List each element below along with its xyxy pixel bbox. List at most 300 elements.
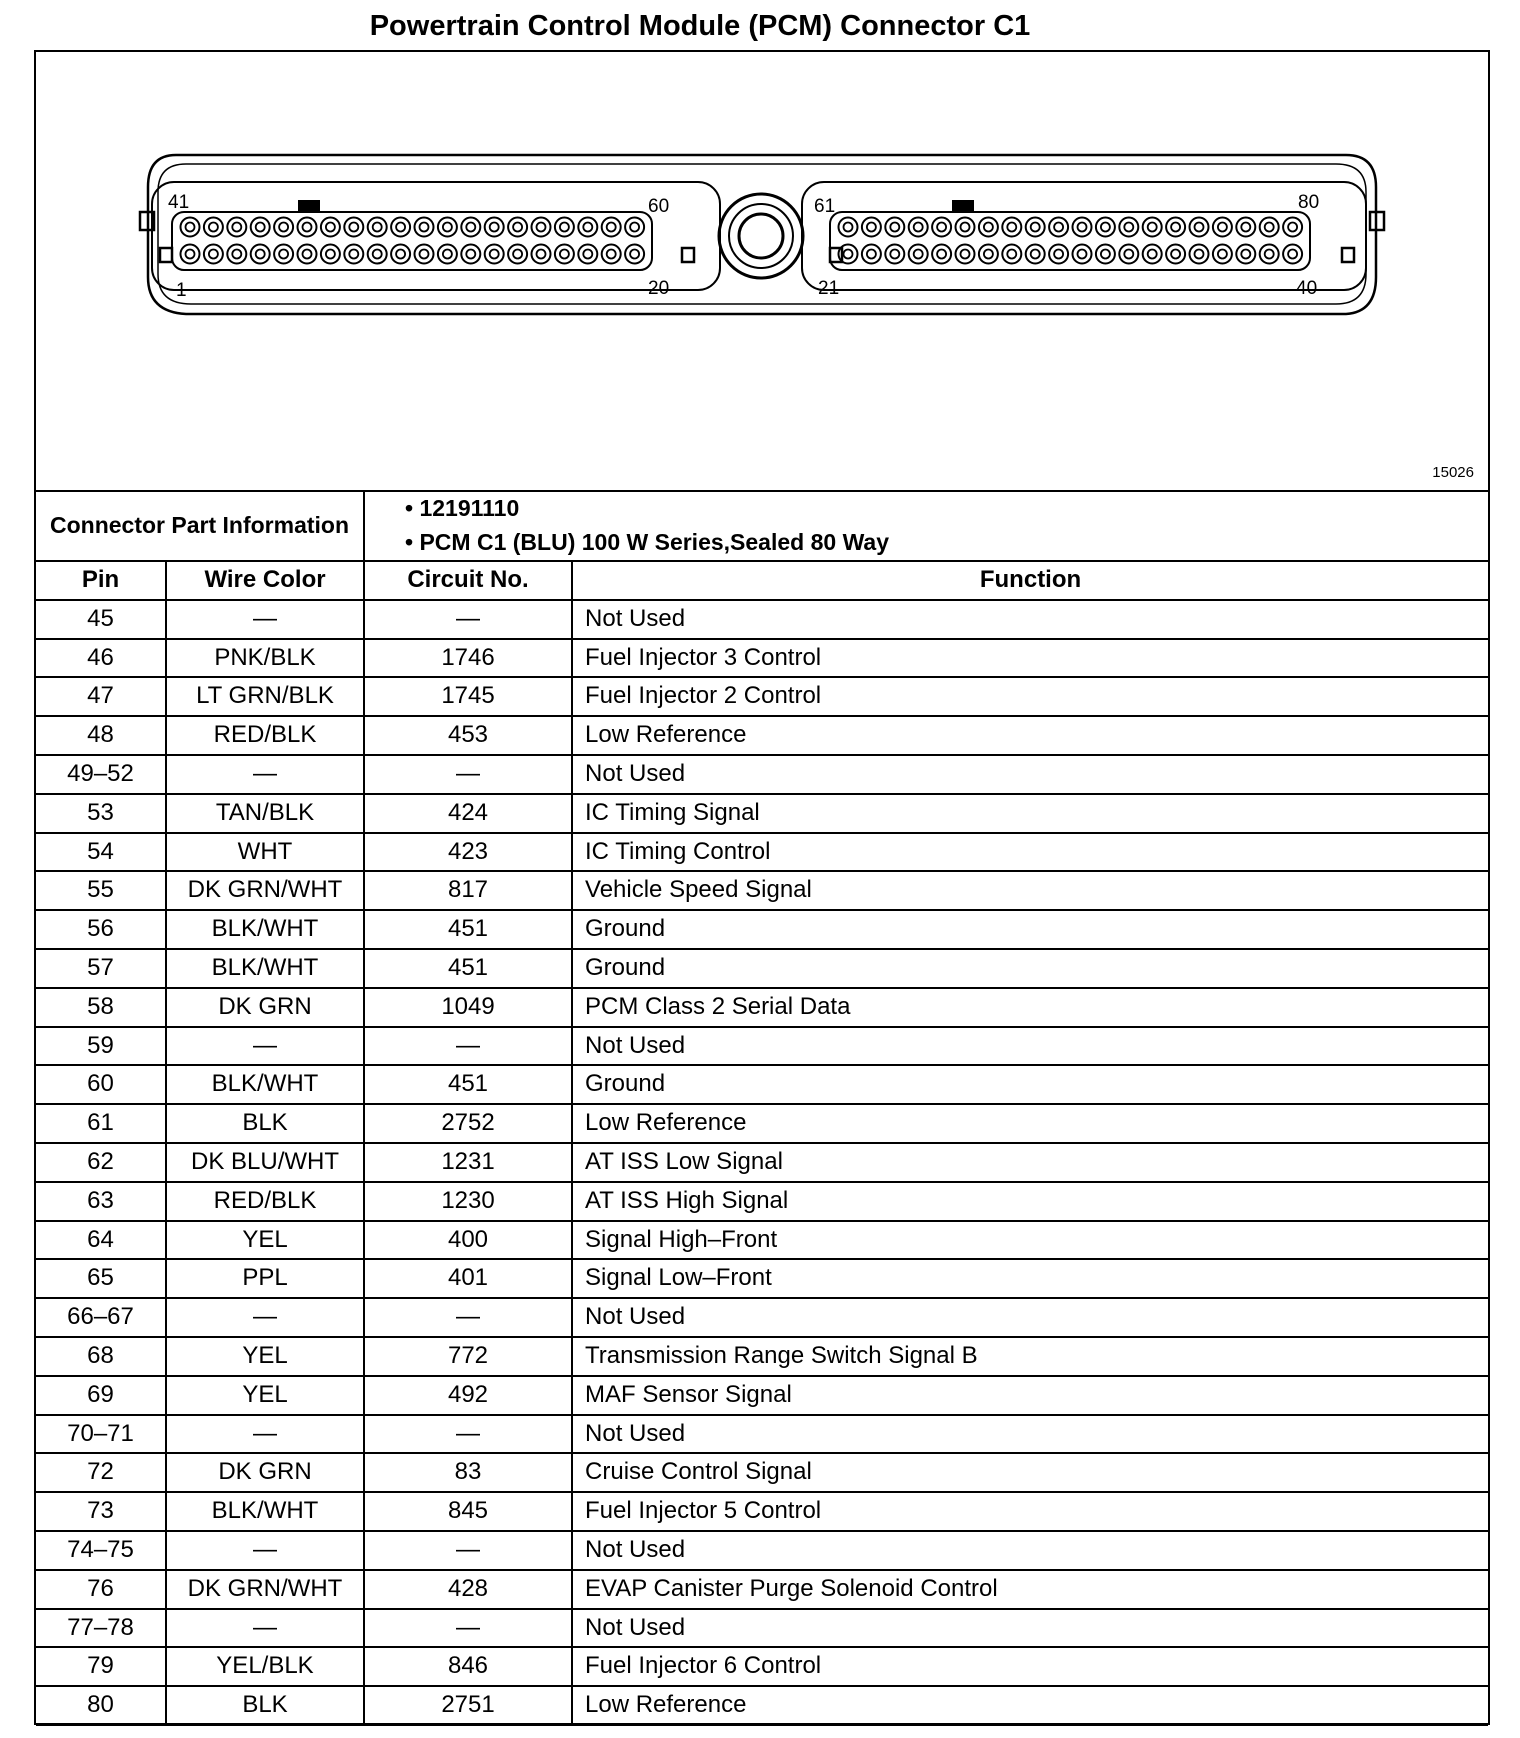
cell-wire-color: DK GRN — [166, 1453, 364, 1492]
table-row — [36, 871, 1488, 910]
pin-contact — [396, 223, 405, 232]
pin-socket — [1260, 218, 1279, 237]
cell-pin: 65 — [36, 1259, 166, 1298]
header-function: Function — [572, 561, 1488, 600]
pin-socket — [251, 245, 270, 264]
pin-contact — [232, 250, 241, 259]
cell-function: Fuel Injector 2 Control — [572, 677, 1488, 716]
pin-contact — [1124, 223, 1133, 232]
cell-wire-color: RED/BLK — [166, 1182, 364, 1221]
pin-contact — [1195, 250, 1204, 259]
pin-contact — [279, 250, 288, 259]
table-row — [36, 1182, 1488, 1221]
cell-circuit-no: 451 — [364, 910, 572, 949]
pin-contact — [1078, 223, 1087, 232]
pin-socket — [532, 245, 551, 264]
cell-circuit-no: 400 — [364, 1221, 572, 1260]
cell-function: EVAP Canister Purge Solenoid Control — [572, 1570, 1488, 1609]
pin-socket — [885, 245, 904, 264]
cell-circuit-no: 1230 — [364, 1182, 572, 1221]
pin-socket — [274, 245, 293, 264]
pin-contact — [256, 250, 265, 259]
table-row — [36, 1531, 1488, 1570]
header-wire-color: Wire Color — [166, 561, 364, 600]
cell-function: Not Used — [572, 1298, 1488, 1337]
table-row — [36, 1609, 1488, 1648]
pin-contact — [1101, 250, 1110, 259]
cell-pin: 77–78 — [36, 1609, 166, 1648]
cell-circuit-no: — — [364, 1027, 572, 1066]
pin-socket — [227, 245, 246, 264]
table-row — [36, 910, 1488, 949]
cell-function: Cruise Control Signal — [572, 1453, 1488, 1492]
cell-function: Signal Low–Front — [572, 1259, 1488, 1298]
pin-contact — [1078, 250, 1087, 259]
left-side-notch — [682, 248, 694, 262]
cell-pin: 74–75 — [36, 1531, 166, 1570]
table-row — [36, 1027, 1488, 1066]
cell-circuit-no: 492 — [364, 1376, 572, 1415]
cell-wire-color: BLK/WHT — [166, 1065, 364, 1104]
pin-contact — [890, 250, 899, 259]
cell-function: Fuel Injector 3 Control — [572, 639, 1488, 678]
pin-socket — [1143, 218, 1162, 237]
cell-pin: 69 — [36, 1376, 166, 1415]
cell-wire-color: LT GRN/BLK — [166, 677, 364, 716]
pin-socket — [1166, 245, 1185, 264]
cell-pin: 49–52 — [36, 755, 166, 794]
pin-contact — [583, 250, 592, 259]
pin-socket — [227, 218, 246, 237]
pin-socket — [1096, 245, 1115, 264]
header-pin: Pin — [36, 561, 166, 600]
cell-pin: 46 — [36, 639, 166, 678]
pin-contact — [1171, 250, 1180, 259]
pin-contact — [513, 223, 522, 232]
pin-contact — [420, 223, 429, 232]
cell-function: Low Reference — [572, 716, 1488, 755]
table-row — [36, 1415, 1488, 1454]
pin-socket — [485, 218, 504, 237]
pin-contact — [373, 223, 382, 232]
pin-socket — [1002, 218, 1021, 237]
pin-contact — [1007, 250, 1016, 259]
part-info-item: • PCM C1 (BLU) 100 W Series,Sealed 80 Way — [405, 525, 1488, 559]
pin-contact — [443, 250, 452, 259]
cell-function: PCM Class 2 Serial Data — [572, 988, 1488, 1027]
cell-pin: 57 — [36, 949, 166, 988]
table-row — [36, 677, 1488, 716]
cell-function: Low Reference — [572, 1686, 1488, 1725]
pin-contact — [326, 223, 335, 232]
cell-pin: 73 — [36, 1492, 166, 1531]
pin-contact — [466, 250, 475, 259]
cell-function: Fuel Injector 6 Control — [572, 1647, 1488, 1686]
cell-pin: 59 — [36, 1027, 166, 1066]
pin-socket — [415, 218, 434, 237]
pin-socket — [555, 218, 574, 237]
cell-circuit-no: 451 — [364, 1065, 572, 1104]
pin-contact — [1265, 250, 1274, 259]
cell-pin: 62 — [36, 1143, 166, 1182]
connector-inner-shell — [158, 164, 1366, 304]
cell-function: Ground — [572, 949, 1488, 988]
center-bolt-inner — [739, 214, 783, 258]
cell-wire-color: DK GRN/WHT — [166, 1570, 364, 1609]
pin-label-80: 80 — [1298, 192, 1320, 213]
cell-function: MAF Sensor Signal — [572, 1376, 1488, 1415]
pin-contact — [1171, 223, 1180, 232]
cell-circuit-no: — — [364, 1415, 572, 1454]
table-row — [36, 1298, 1488, 1337]
pin-socket — [932, 218, 951, 237]
table-header-row — [36, 561, 1488, 600]
pin-contact — [1288, 223, 1297, 232]
cell-wire-color: PNK/BLK — [166, 639, 364, 678]
pin-contact — [209, 223, 218, 232]
pin-socket — [1213, 218, 1232, 237]
table-row — [36, 1647, 1488, 1686]
pin-contact — [961, 223, 970, 232]
pin-socket — [1026, 218, 1045, 237]
cell-wire-color: — — [166, 1027, 364, 1066]
pin-socket — [485, 245, 504, 264]
pin-contact — [466, 223, 475, 232]
pin-contact — [937, 250, 946, 259]
cell-circuit-no: — — [364, 1531, 572, 1570]
cell-circuit-no: 1049 — [364, 988, 572, 1027]
pin-socket — [1143, 245, 1162, 264]
pin-socket — [298, 218, 317, 237]
cell-wire-color: WHT — [166, 833, 364, 872]
part-info-list — [364, 490, 1488, 561]
table-row — [36, 1259, 1488, 1298]
cell-function: AT ISS Low Signal — [572, 1143, 1488, 1182]
cell-wire-color: DK GRN — [166, 988, 364, 1027]
cell-circuit-no: 772 — [364, 1337, 572, 1376]
pin-socket — [298, 245, 317, 264]
pin-contact — [186, 223, 195, 232]
cell-circuit-no: — — [364, 600, 572, 639]
pin-socket — [508, 245, 527, 264]
pin-socket — [344, 245, 363, 264]
pin-contact — [1054, 223, 1063, 232]
pin-contact — [420, 250, 429, 259]
pin-row-left-bottom — [181, 245, 645, 264]
pin-socket — [1190, 245, 1209, 264]
table-row — [36, 794, 1488, 833]
pin-socket — [602, 245, 621, 264]
cell-wire-color: RED/BLK — [166, 716, 364, 755]
table-row — [36, 639, 1488, 678]
table-row — [36, 1570, 1488, 1609]
pin-contact — [1218, 223, 1227, 232]
cell-function: Transmission Range Switch Signal B — [572, 1337, 1488, 1376]
pin-contact — [186, 250, 195, 259]
cell-function: Ground — [572, 910, 1488, 949]
pin-socket — [532, 218, 551, 237]
pin-label-60: 60 — [648, 196, 670, 217]
pin-socket — [391, 218, 410, 237]
pin-socket — [625, 245, 644, 264]
pin-contact — [937, 223, 946, 232]
connector-diagram — [36, 52, 1488, 492]
pin-contact — [349, 223, 358, 232]
pin-contact — [537, 250, 546, 259]
cell-pin: 53 — [36, 794, 166, 833]
pin-contact — [844, 223, 853, 232]
pin-socket — [204, 218, 223, 237]
cell-function: Signal High–Front — [572, 1221, 1488, 1260]
cell-function: AT ISS High Signal — [572, 1182, 1488, 1221]
cell-function: Not Used — [572, 1609, 1488, 1648]
pin-socket — [839, 218, 858, 237]
cell-circuit-no: 1746 — [364, 639, 572, 678]
pin-label-20: 20 — [648, 278, 670, 299]
pin-contact — [1148, 223, 1157, 232]
cell-circuit-no: 428 — [364, 1570, 572, 1609]
header-circuit-no: Circuit No. — [364, 561, 572, 600]
cell-function: IC Timing Control — [572, 833, 1488, 872]
pin-socket — [909, 218, 928, 237]
pin-socket — [181, 245, 200, 264]
table-row — [36, 600, 1488, 639]
pin-contact — [326, 250, 335, 259]
table-row — [36, 1104, 1488, 1143]
pin-socket — [1073, 245, 1092, 264]
table-row — [36, 1376, 1488, 1415]
cell-circuit-no: — — [364, 1298, 572, 1337]
pin-contact — [560, 250, 569, 259]
pin-socket — [251, 218, 270, 237]
cell-circuit-no: 401 — [364, 1259, 572, 1298]
pin-socket — [1236, 218, 1255, 237]
cell-wire-color: BLK/WHT — [166, 949, 364, 988]
pin-contact — [373, 250, 382, 259]
cell-wire-color: YEL — [166, 1221, 364, 1260]
table-row — [36, 1453, 1488, 1492]
right-side-notch-b — [1342, 248, 1354, 262]
cell-pin: 66–67 — [36, 1298, 166, 1337]
pin-contact — [490, 223, 499, 232]
cell-function: IC Timing Signal — [572, 794, 1488, 833]
pin-contact — [630, 223, 639, 232]
pin-contact — [1007, 223, 1016, 232]
cell-wire-color: — — [166, 1531, 364, 1570]
pin-socket — [1236, 245, 1255, 264]
pin-socket — [438, 245, 457, 264]
pin-socket — [862, 218, 881, 237]
cell-wire-color: PPL — [166, 1259, 364, 1298]
cell-wire-color: YEL/BLK — [166, 1647, 364, 1686]
pin-socket — [625, 218, 644, 237]
pin-contact — [513, 250, 522, 259]
cell-wire-color: BLK — [166, 1104, 364, 1143]
cell-pin: 47 — [36, 677, 166, 716]
pin-row-right-bottom — [839, 245, 1303, 264]
pin-contact — [630, 250, 639, 259]
table-row — [36, 1143, 1488, 1182]
pin-socket — [885, 218, 904, 237]
cell-pin: 58 — [36, 988, 166, 1027]
cell-pin: 72 — [36, 1453, 166, 1492]
table-row — [36, 716, 1488, 755]
cell-function: Not Used — [572, 1415, 1488, 1454]
pin-socket — [204, 245, 223, 264]
pin-contact — [1288, 250, 1297, 259]
center-bolt-outer — [719, 194, 803, 278]
pin-socket — [1049, 245, 1068, 264]
pin-contact — [209, 250, 218, 259]
pin-socket — [1096, 218, 1115, 237]
table-row — [36, 755, 1488, 794]
pin-contact — [914, 250, 923, 259]
part-info-row — [36, 490, 1488, 561]
pin-contact — [984, 250, 993, 259]
pin-contact — [583, 223, 592, 232]
pin-socket — [1283, 218, 1302, 237]
cell-pin: 60 — [36, 1065, 166, 1104]
document-frame — [34, 50, 1490, 1725]
cell-circuit-no: 845 — [364, 1492, 572, 1531]
cell-wire-color: — — [166, 1609, 364, 1648]
pin-socket — [1190, 218, 1209, 237]
cell-circuit-no: 451 — [364, 949, 572, 988]
pin-contact — [560, 223, 569, 232]
pin-contact — [256, 223, 265, 232]
pin-contact — [867, 223, 876, 232]
pin-contact — [607, 223, 616, 232]
pin-socket — [602, 218, 621, 237]
cell-wire-color: DK BLU/WHT — [166, 1143, 364, 1182]
cell-wire-color: TAN/BLK — [166, 794, 364, 833]
pin-socket — [1283, 245, 1302, 264]
cell-pin: 64 — [36, 1221, 166, 1260]
pin-contact — [984, 223, 993, 232]
pin-contact — [1054, 250, 1063, 259]
right-key-mark — [952, 200, 974, 212]
cell-wire-color: BLK/WHT — [166, 1492, 364, 1531]
pin-label-41: 41 — [168, 192, 190, 213]
pin-socket — [956, 218, 975, 237]
cell-wire-color: — — [166, 1415, 364, 1454]
pin-socket — [1073, 218, 1092, 237]
pin-contact — [1265, 223, 1274, 232]
pin-socket — [321, 218, 340, 237]
pin-socket — [344, 218, 363, 237]
table-row — [36, 1221, 1488, 1260]
pin-contact — [1148, 250, 1157, 259]
cell-function: Low Reference — [572, 1104, 1488, 1143]
table-row — [36, 1065, 1488, 1104]
pin-contact — [303, 223, 312, 232]
cell-pin: 79 — [36, 1647, 166, 1686]
pin-contact — [1241, 223, 1250, 232]
cell-function: Not Used — [572, 1531, 1488, 1570]
pin-socket — [1119, 218, 1138, 237]
cell-wire-color: — — [166, 600, 364, 639]
pin-contact — [537, 223, 546, 232]
cell-wire-color: — — [166, 1298, 364, 1337]
cell-wire-color: BLK/WHT — [166, 910, 364, 949]
cell-circuit-no: 2752 — [364, 1104, 572, 1143]
pin-socket — [979, 218, 998, 237]
connector-face-drawing — [36, 52, 1488, 488]
pin-contact — [1031, 250, 1040, 259]
cell-wire-color: YEL — [166, 1337, 364, 1376]
part-info-item: • 12191110 — [405, 491, 1488, 525]
pin-socket — [1002, 245, 1021, 264]
figure-id: 15026 — [1432, 464, 1474, 481]
pin-contact — [1124, 250, 1133, 259]
pin-contact — [349, 250, 358, 259]
cell-pin: 61 — [36, 1104, 166, 1143]
page-title: Powertrain Control Module (PCM) Connector C1 — [369, 10, 1031, 42]
pin-contact — [279, 223, 288, 232]
table-row — [36, 1492, 1488, 1531]
pin-contact — [1218, 250, 1227, 259]
pin-socket — [578, 218, 597, 237]
table-row — [36, 988, 1488, 1027]
pin-contact — [443, 223, 452, 232]
cell-pin: 45 — [36, 600, 166, 639]
pin-socket — [862, 245, 881, 264]
cell-circuit-no: 453 — [364, 716, 572, 755]
pin-socket — [1260, 245, 1279, 264]
cell-circuit-no: 846 — [364, 1647, 572, 1686]
cell-pin: 56 — [36, 910, 166, 949]
cell-circuit-no: 1231 — [364, 1143, 572, 1182]
cell-function: Not Used — [572, 1027, 1488, 1066]
cell-pin: 80 — [36, 1686, 166, 1725]
cell-pin: 55 — [36, 871, 166, 910]
pin-socket — [1119, 245, 1138, 264]
cell-circuit-no: — — [364, 1609, 572, 1648]
pin-socket — [181, 218, 200, 237]
pin-label-1: 1 — [176, 280, 187, 301]
pin-socket — [508, 218, 527, 237]
cell-function: Ground — [572, 1065, 1488, 1104]
cell-function: Not Used — [572, 600, 1488, 639]
cell-pin: 63 — [36, 1182, 166, 1221]
pin-row-right-top — [839, 218, 1303, 237]
pin-socket — [932, 245, 951, 264]
cell-wire-color: — — [166, 755, 364, 794]
pin-socket — [368, 245, 387, 264]
cell-pin: 54 — [36, 833, 166, 872]
pin-socket — [368, 218, 387, 237]
pin-contact — [396, 250, 405, 259]
table-row — [36, 1686, 1488, 1725]
cell-wire-color: YEL — [166, 1376, 364, 1415]
pin-contact — [890, 223, 899, 232]
pin-contact — [607, 250, 616, 259]
table-row — [36, 833, 1488, 872]
pin-socket — [578, 245, 597, 264]
pin-socket — [274, 218, 293, 237]
pin-socket — [956, 245, 975, 264]
pin-contact — [914, 223, 923, 232]
cell-wire-color: BLK — [166, 1686, 364, 1725]
pin-contact — [1195, 223, 1204, 232]
pin-socket — [555, 245, 574, 264]
pin-label-61: 61 — [814, 196, 836, 217]
pin-socket — [438, 218, 457, 237]
table-row — [36, 1337, 1488, 1376]
cell-pin: 68 — [36, 1337, 166, 1376]
cell-wire-color: DK GRN/WHT — [166, 871, 364, 910]
pin-socket — [909, 245, 928, 264]
